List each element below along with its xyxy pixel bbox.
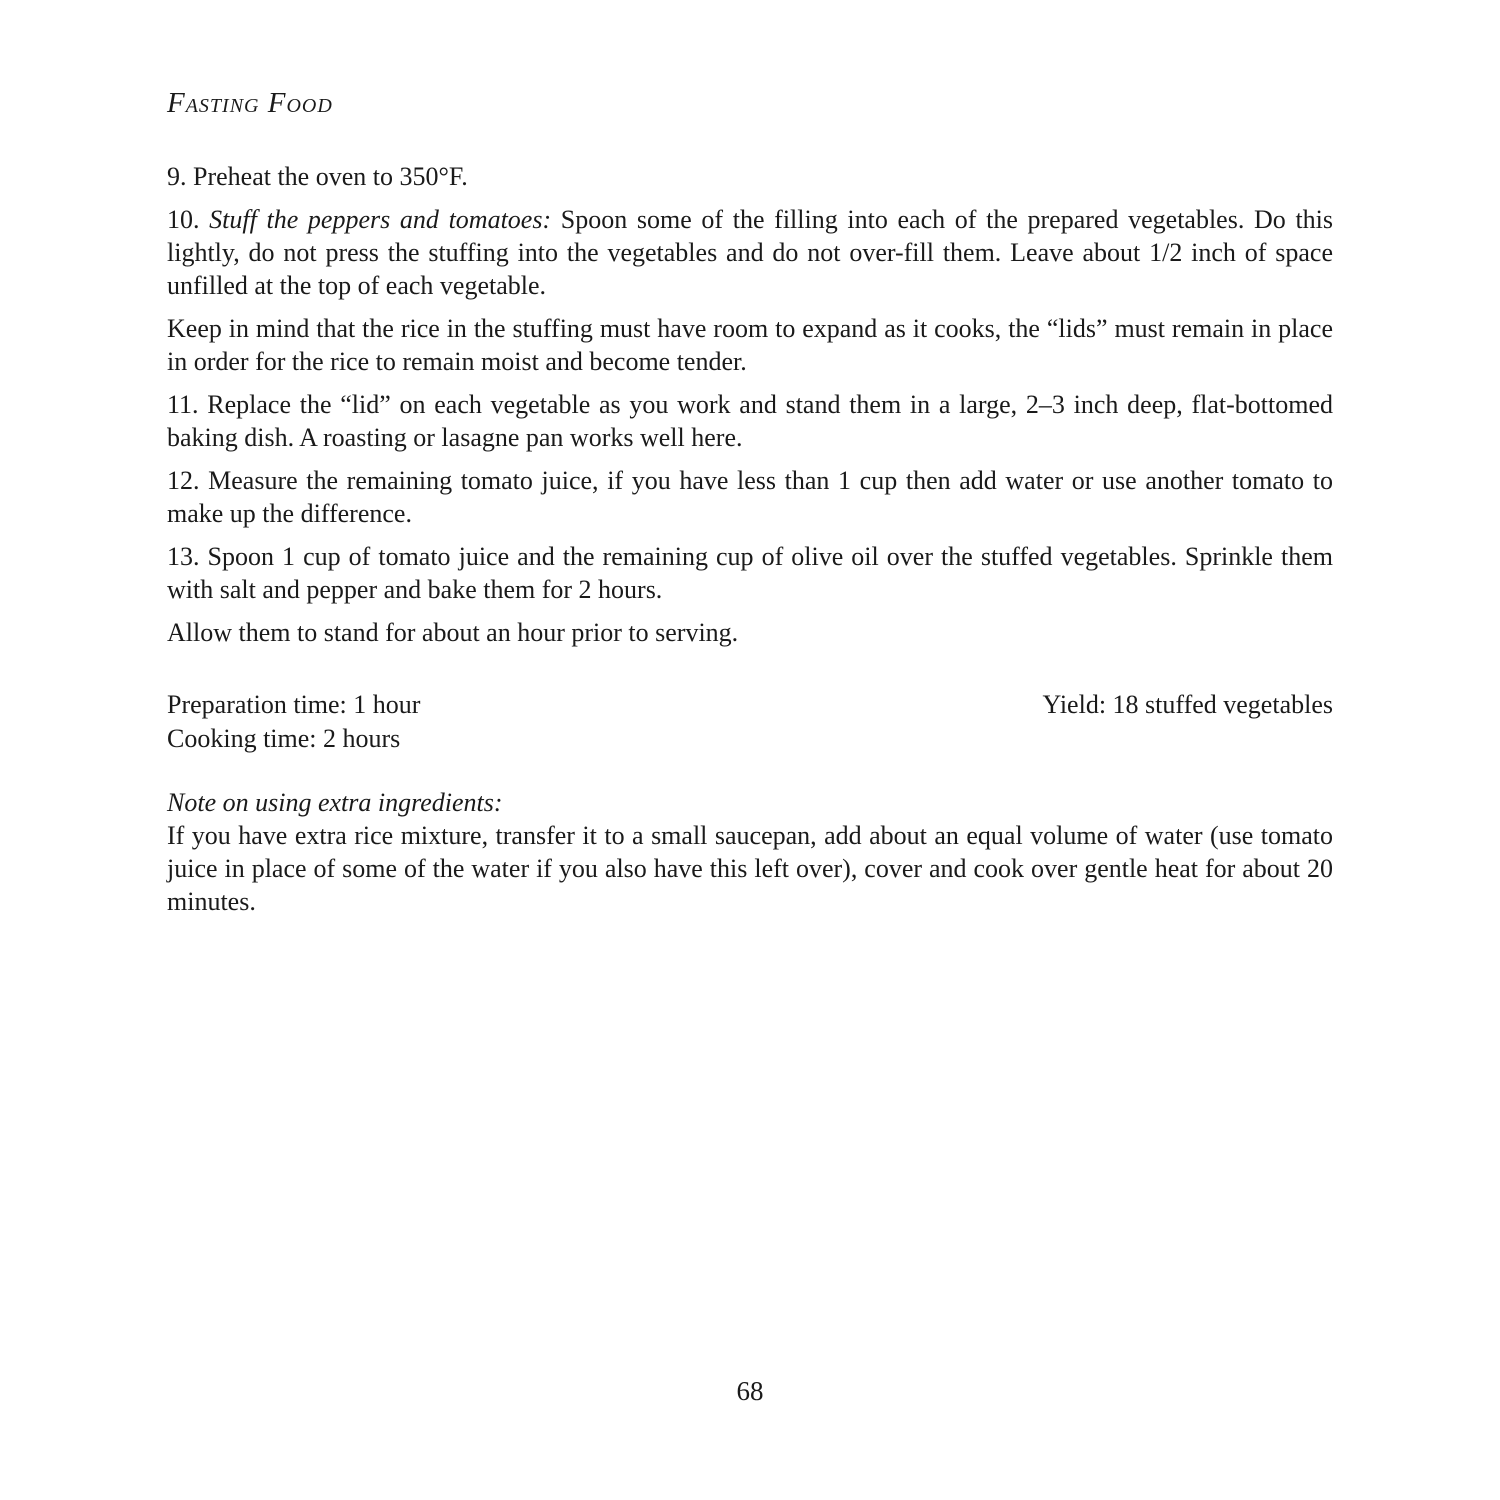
step-10-heading: Stuff the peppers and tomatoes: <box>209 205 552 234</box>
times-row <box>167 688 1333 722</box>
note-section <box>167 786 1333 918</box>
preparation-time: Preparation time: 1 hour <box>167 690 421 719</box>
yield: Yield: 18 stuffed vegetables <box>1042 690 1333 719</box>
step-10-number: 10. <box>167 205 210 234</box>
running-head: Fasting Food <box>167 87 333 119</box>
step-13: 13. Spoon 1 cup of tomato juice and the remaining cup of olive oil over the stuffed vegetables. Sprinkle them with salt and pepper and bake them for 2 hours. <box>167 542 1333 604</box>
recipe-times <box>167 688 1333 756</box>
cooking-time: Cooking time: 2 hours <box>167 724 401 753</box>
page-number: 68 <box>736 1376 764 1406</box>
keep-in-mind-paragraph: Keep in mind that the rice in the stuffing must have room to expand as it cooks, the “lids” must remain in place in order for the rice to remain moist and become tender. <box>167 314 1333 376</box>
note-text: If you have extra rice mixture, transfer it to a small saucepan, add about an equal volume of water (use tomato juice in place of some of the water if you also have this left over), cover and cook over gentle heat for about 20 minutes. <box>167 821 1333 916</box>
recipe-steps <box>167 160 1333 659</box>
note-heading: Note on using extra ingredients: <box>167 788 503 817</box>
step-10 <box>167 203 1333 302</box>
step-10-body: Spoon some of the filling into each of the prepared vegetables. Do this lightly, do not press the stuffing into the vegetables and do not over-fill them. Leave about 1/2 inch of space unfilled at the top of each vegetable. <box>167 205 1334 300</box>
allow-to-stand-paragraph: Allow them to stand for about an hour prior to serving. <box>167 618 739 647</box>
step-11: 11. Replace the “lid” on each vegetable as you work and stand them in a large, 2–3 inch deep, flat-bottomed baking dish. A roasting or lasagne pan works well here. <box>167 390 1333 452</box>
step-9: 9. Preheat the oven to 350°F. <box>167 162 468 191</box>
step-12: 12. Measure the remaining tomato juice, if you have less than 1 cup then add water or use another tomato to make up the difference. <box>167 466 1333 528</box>
